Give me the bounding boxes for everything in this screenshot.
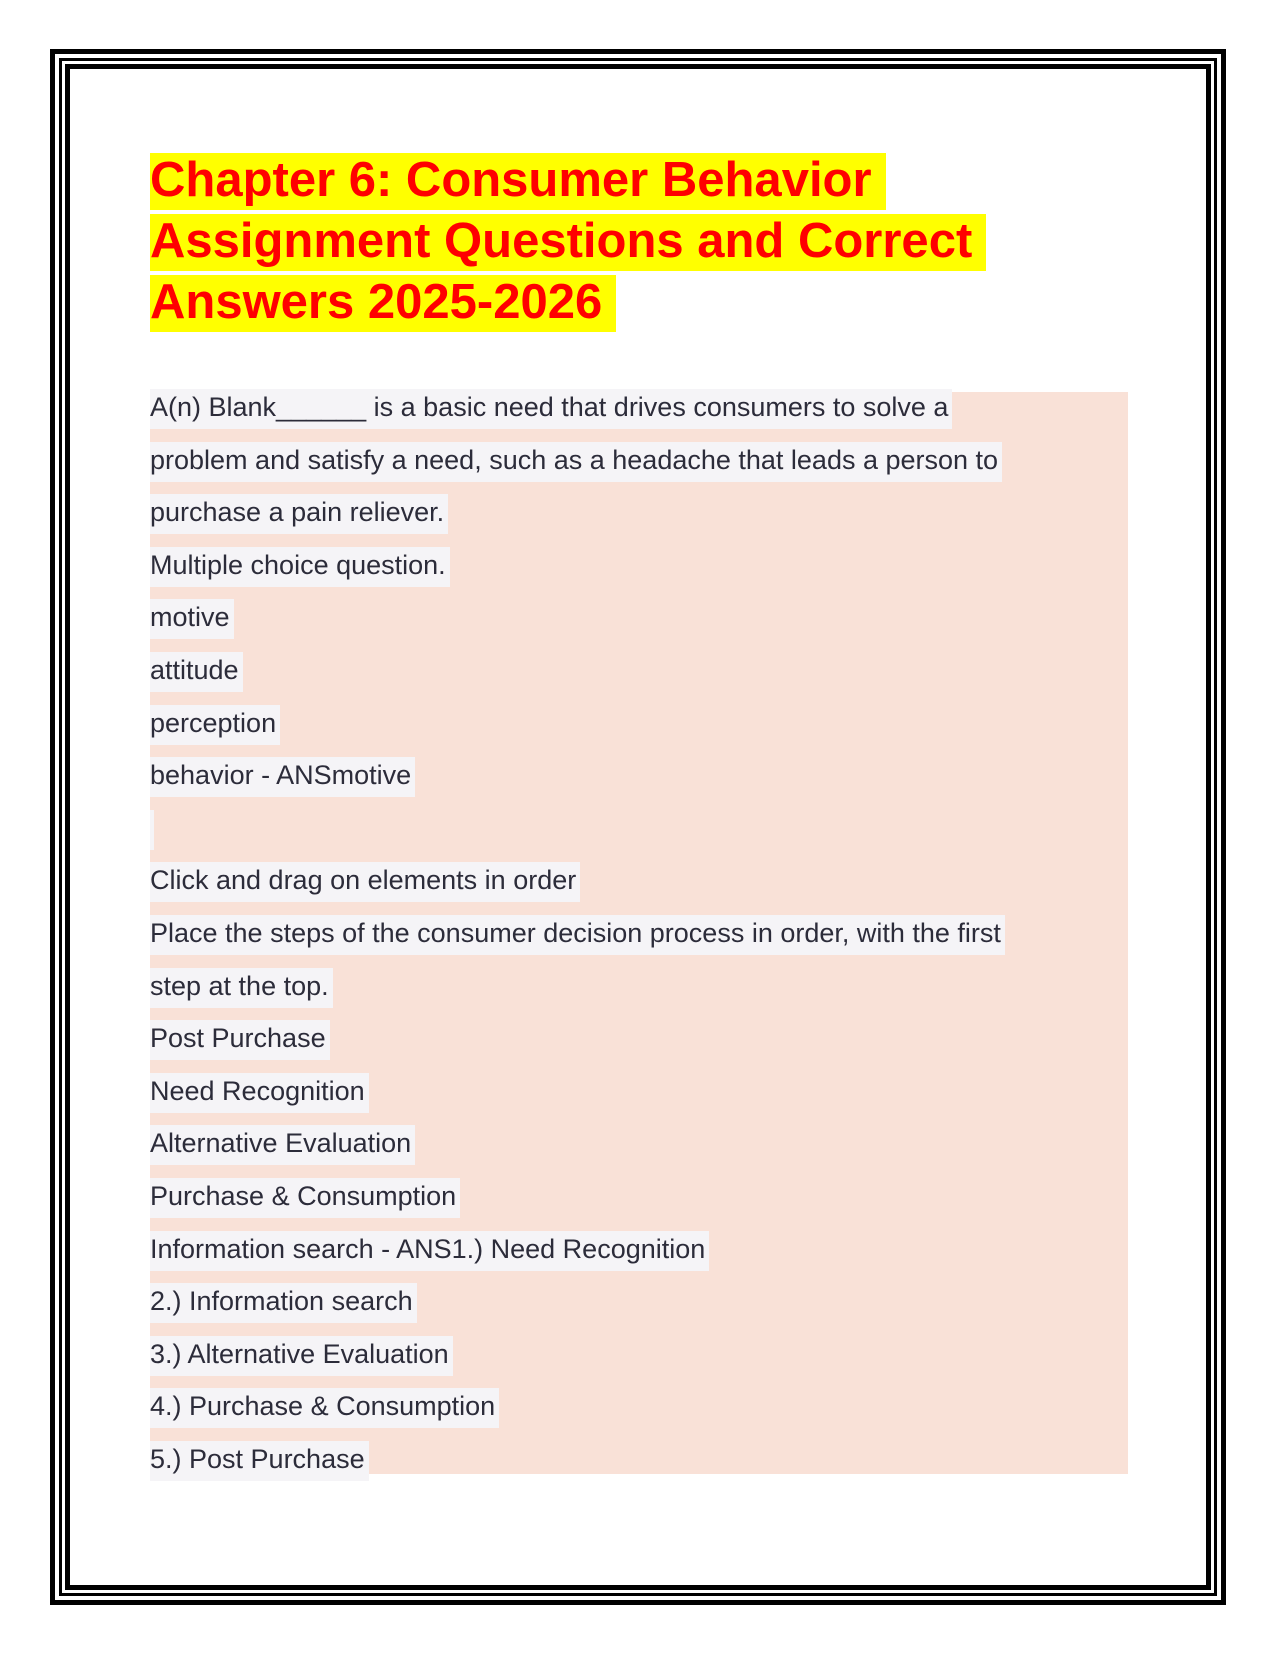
answer-step: 5.) Post Purchase: [150, 1444, 1128, 1497]
document-title: [150, 150, 1050, 333]
title-line-3: Answers 2025-2026: [150, 275, 616, 332]
question-1-option: motive: [150, 602, 1128, 655]
question-1-option-answer: behavior - ANSmotive: [150, 760, 1128, 813]
question-2-item: Need Recognition: [150, 1076, 1128, 1129]
question-2-item: Post Purchase: [150, 1023, 1128, 1076]
answer-step: 2.) Information search: [150, 1286, 1128, 1339]
question-2-item: Purchase & Consumption: [150, 1181, 1128, 1234]
title-line-1: Chapter 6: Consumer Behavior: [150, 153, 886, 210]
answer-step: 4.) Purchase & Consumption: [150, 1391, 1128, 1444]
question-2-item: Alternative Evaluation: [150, 1128, 1128, 1181]
blank-line: [150, 813, 1128, 866]
title-line-2: Assignment Questions and Correct: [150, 214, 986, 271]
question-1-line-1: A(n) Blank______ is a basic need that drives consumers to solve a: [150, 392, 1128, 445]
question-2-line-2: step at the top.: [150, 971, 1128, 1024]
question-content: [150, 392, 1128, 1496]
question-2-line-1: Place the steps of the consumer decision process in order, with the first: [150, 918, 1128, 971]
question-1-option: attitude: [150, 655, 1128, 708]
question-1-line-3: purchase a pain reliever.: [150, 497, 1128, 550]
answer-step: 3.) Alternative Evaluation: [150, 1339, 1128, 1392]
question-1-line-2: problem and satisfy a need, such as a headache that leads a person to: [150, 445, 1128, 498]
question-1-option: perception: [150, 708, 1128, 761]
question-1-type: Multiple choice question.: [150, 550, 1128, 603]
question-2-item-answer: Information search - ANS1.) Need Recognition: [150, 1234, 1128, 1287]
question-2-type: Click and drag on elements in order: [150, 865, 1128, 918]
